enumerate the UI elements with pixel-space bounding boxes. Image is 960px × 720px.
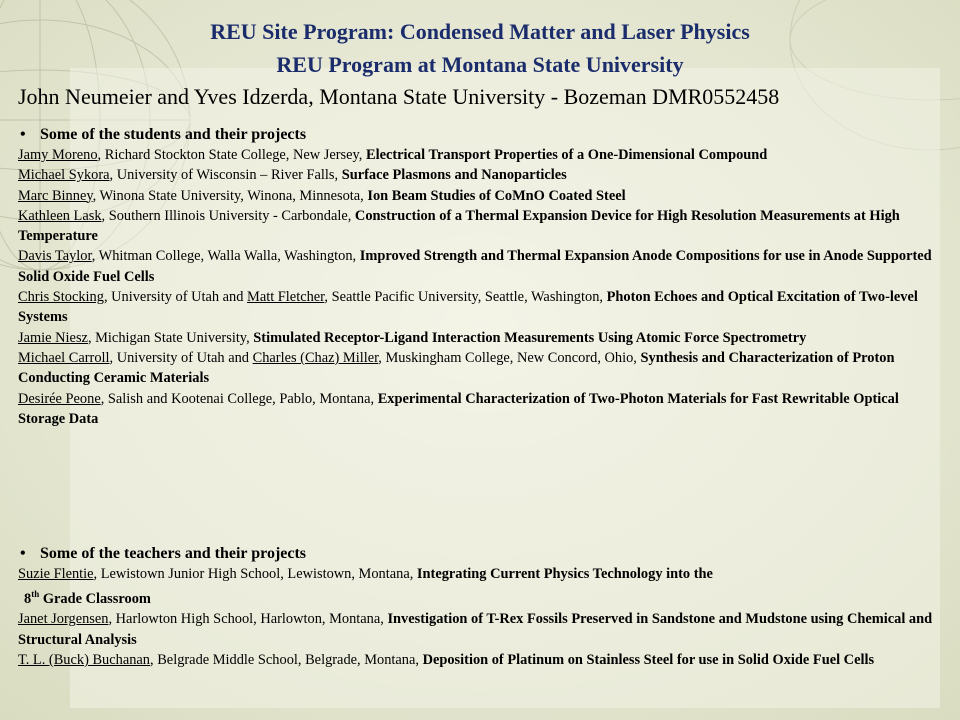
person-name: Michael Sykora [18,167,110,184]
project-title: Construction of a Thermal Expansion Device for High Resolution Measurements at High Temperature [18,207,900,245]
affiliation: , Whitman College, Walla Walla, Washington, [91,248,360,265]
teachers-list [18,564,943,670]
list-item [18,389,943,430]
person-name: Jamie Niesz [18,329,88,346]
list-item [18,186,943,206]
list-item [18,348,943,389]
affiliation: , University of Wisconsin – River Falls, [109,167,342,184]
person-name: Marc Binney [18,187,93,204]
bullet-icon: • [20,126,26,143]
list-item [18,564,943,609]
project-title: Photon Echoes and Optical Excitation of Two-level Systems [18,289,918,326]
list-item [18,165,943,185]
list-item [18,145,943,165]
bullet-icon: • [20,545,26,562]
person-name: Michael Carroll [18,349,110,366]
affiliation: , Harlowton High School, Harlowton, Montana, [108,611,388,628]
person-name: T. L. (Buck) Buchanan [18,651,151,668]
affiliation: , Seattle Pacific University, Seattle, Washington, [324,289,607,306]
students-section [18,125,943,429]
person-name: Suzie Flentie [18,566,94,582]
project-title: Ion Beam Studies of CoMnO Coated Steel [367,187,626,204]
project-title-cont [18,591,151,607]
list-item [18,206,943,247]
affiliation: , Salish and Kootenai College, Pablo, Montana, [100,390,378,407]
affiliation: , Muskingham College, New Concord, Ohio, [378,349,641,366]
title-line-2: REU Program at Montana State University [276,52,684,77]
project-title: Experimental Characterization of Two-Photon Materials for Fast Rewritable Optical Storage Data [18,390,899,427]
affiliation: , University of Utah and [103,289,248,306]
project-title: Electrical Transport Properties of a One-Dimensional Compound [365,147,768,163]
list-item [18,287,943,328]
project-title: Surface Plasmons and Nanoparticles [341,167,567,184]
list-item [18,650,943,670]
person-name: Kathleen Lask [18,207,102,224]
affiliation: , Richard Stockton State College, New Jersey, [97,147,366,163]
affiliation: , Winona State University, Winona, Minnesota, [92,187,368,204]
person-name: Davis Taylor [18,248,92,265]
project-title-tail: Grade Classroom [39,591,151,608]
project-title: Integrating Current Physics Technology into the [416,566,713,582]
project-title: Synthesis and Characterization of Proton Conducting Ceramic Materials [18,349,895,387]
affiliation: , Michigan State University, [87,329,254,346]
affiliation: , University of Utah and [109,349,253,366]
affiliation: , Belgrade Middle School, Belgrade, Montana, [150,651,423,668]
list-item [18,609,943,650]
person-name: Desirée Peone [18,390,101,407]
students-list [18,145,943,429]
list-item [18,246,943,287]
person-name: Jamy Moreno [18,147,98,163]
students-heading: • Some of the students and their projects [20,126,307,143]
project-title: Investigation of T-Rex Fossils Preserved in Sandstone and Mudstone using Chemical and Structural Analysis [18,611,933,648]
project-title: Stimulated Receptor-Ligand Interaction Measurements Using Atomic Force Spectrometry [253,329,807,346]
project-title: Deposition of Platinum on Stainless Steel for use in Solid Oxide Fuel Cells [422,651,875,668]
person-name: Matt Fletcher [247,289,325,306]
person-name: Janet Jorgensen [18,611,109,628]
affiliation: , Lewistown Junior High School, Lewistown, Montana, [93,566,417,582]
person-name: Charles (Chaz) Miller [252,349,379,366]
authors-line: John Neumeier and Yves Idzerda, Montana State University - Bozeman DMR0552458 [18,84,780,109]
teachers-section [18,544,943,670]
person-name: Chris Stocking [18,289,104,306]
list-item [18,328,943,348]
ordinal-suffix: th [31,589,40,600]
title-line-1: REU Site Program: Condensed Matter and Laser Physics [210,19,750,44]
teachers-heading: • Some of the teachers and their projects [20,545,307,562]
grade-number: 8 [24,591,32,608]
affiliation: , Southern Illinois University - Carbondale, [101,207,355,224]
project-title: Improved Strength and Thermal Expansion Anode Compositions for use in Anode Supported Solid Oxide Fuel Cells [18,248,932,285]
